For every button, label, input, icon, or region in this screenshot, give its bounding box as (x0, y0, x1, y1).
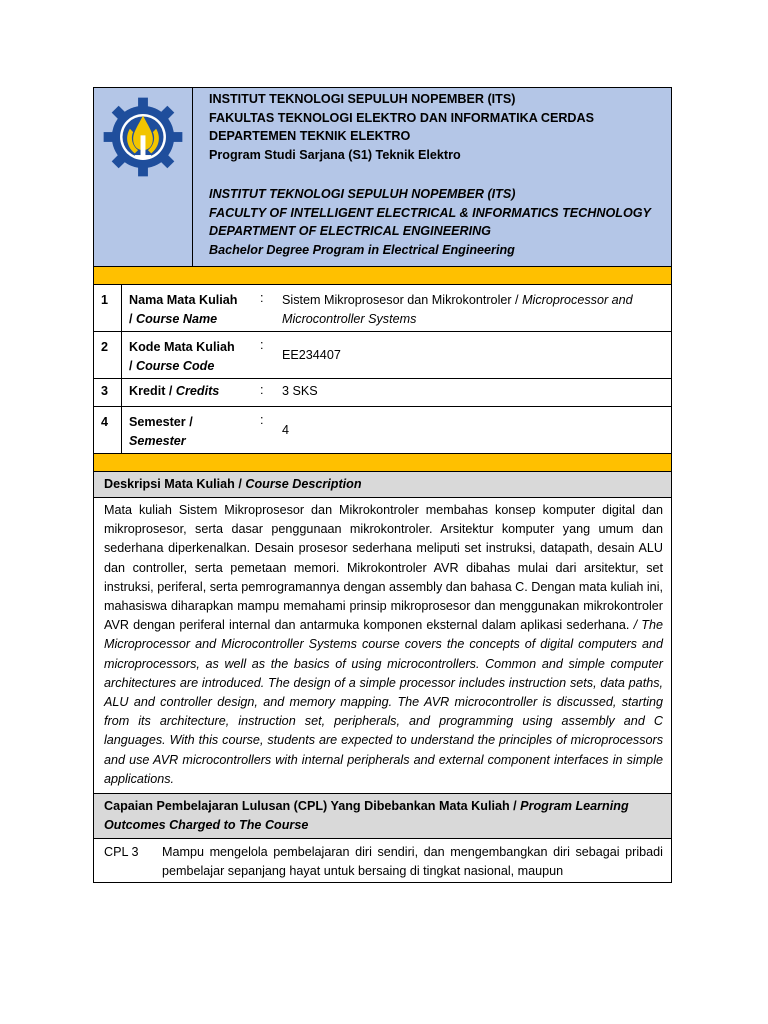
description-title-en: Course Description (245, 477, 362, 491)
description-heading (94, 472, 671, 498)
row-colon: : (260, 383, 264, 397)
cpl-item (94, 839, 671, 883)
label-slash: / (129, 312, 133, 326)
row-colon: : (260, 291, 264, 305)
institution-header (94, 88, 671, 267)
header-line-en-4: Bachelor Degree Program in Electrical Engineering (209, 242, 515, 257)
row-value (276, 285, 671, 331)
label-slash: / (129, 359, 133, 373)
info-row-course-code (94, 332, 671, 379)
value-id: EE234407 (282, 348, 341, 362)
row-value (276, 407, 671, 453)
label-id: Kredit / (129, 384, 176, 398)
row-label (122, 332, 260, 378)
header-text (193, 88, 651, 266)
label-en: Semester (129, 434, 186, 448)
its-logo-icon (102, 96, 184, 178)
row-label (122, 407, 260, 453)
row-number: 1 (94, 285, 122, 331)
header-line-en-2: FACULTY OF INTELLIGENT ELECTRICAL & INFORMATICS TECHNOLOGY (209, 205, 651, 220)
row-number: 3 (94, 379, 122, 406)
header-line-id-3: DEPARTEMEN TEKNIK ELEKTRO (209, 129, 411, 143)
info-row-credits (94, 379, 671, 407)
description-text-en: / The Microprocessor and Microcontroller Systems course covers the concepts of digital computers and microprocessors, as well as the basics of using microcontrollers. Common and simple computer architectures are introduced. The design of a simple processor includes instruction sets, data paths, ALU and controller design, and memory mapping. The AVR microcontroller is discussed, starting from its architecture, instruction set, peripherals, and programming using assembly and C languages. With this course, students are expected to understand the principles of microprocessors and use AVR microcontrollers with internal peripherals and external component interfaces in simple applications. (104, 618, 663, 786)
row-value (276, 379, 671, 406)
gold-divider-2 (94, 454, 671, 472)
description-title-id: Deskripsi Mata Kuliah / (104, 477, 246, 491)
row-colon: : (260, 338, 264, 352)
info-row-course-name (94, 285, 671, 332)
value-id: Sistem Mikroprosesor dan Mikrokontroler / (282, 293, 523, 307)
cpl-heading (94, 794, 671, 839)
label-en: Credits (175, 384, 220, 398)
cpl-code: CPL 3 (104, 845, 139, 860)
row-label (122, 379, 260, 406)
row-number: 2 (94, 332, 122, 378)
label-en: Course Code (136, 359, 215, 373)
cpl-title-en: Program Learning Outcomes Charged to The Course (104, 799, 629, 833)
header-line-en-3: DEPARTMENT OF ELECTRICAL ENGINEERING (209, 224, 491, 238)
description-body (94, 498, 671, 794)
description-text-id: Mata kuliah Sistem Mikroprosesor dan Mikrokontroler membahas konsep komputer digital dan mikroprosesor, serta dasar penggunaan mikrokontroler. Arsitektur komputer yang umum dan sederhana diperkenalkan. Desain prosesor sederhana meliputi set instruksi, datapath, desain ALU dan controller, serta pemetaan memori. Mikrokontroler AVR dibahas mulai dari arsitektur, set instruksi, periferal, serta pemrogramannya dengan assembly dan bahasa C. Dengan mata kuliah ini, mahasiswa diharapkan mampu memahami prinsip mikroprosesor dan menggunakan mikrokontroler AVR dengan periferal internal dan antarmuka komponen eksternal dalam aplikasi sederhana. (104, 503, 663, 633)
cpl-text: Mampu mengelola pembelajaran diri sendiri, dan mengembangkan diri sebagai pribadi pembelajar sepanjang hayat untuk bersaing di tingkat nasional, maupun (162, 845, 663, 879)
value-en: Microprocessor and Microcontroller Systems (282, 293, 633, 326)
label-en: Course Name (136, 312, 218, 326)
value-id: 3 SKS (282, 384, 318, 398)
row-label (122, 285, 260, 331)
value-id: 4 (282, 423, 290, 437)
header-line-id-4: Program Studi Sarjana (S1) Teknik Elektro (209, 147, 461, 162)
label-id: Semester / (129, 415, 193, 429)
label-id: Nama Mata Kuliah (129, 293, 238, 307)
header-line-id-2: FAKULTAS TEKNOLOGI ELEKTRO DAN INFORMATIKA CERDAS (209, 110, 595, 125)
course-document (93, 87, 672, 883)
row-number: 4 (94, 407, 122, 453)
row-colon: : (260, 413, 264, 427)
cpl-title-id: Capaian Pembelajaran Lulusan (CPL) Yang Dibebankan Mata Kuliah / (104, 799, 521, 814)
header-line-id-1: INSTITUT TEKNOLOGI SEPULUH NOPEMBER (ITS) (209, 92, 516, 106)
row-value (276, 332, 671, 378)
header-line-en-1: INSTITUT TEKNOLOGI SEPULUH NOPEMBER (ITS) (209, 187, 516, 201)
info-row-semester (94, 407, 671, 454)
logo-cell (94, 88, 193, 266)
gold-divider (94, 267, 671, 285)
label-id: Kode Mata Kuliah (129, 340, 235, 354)
